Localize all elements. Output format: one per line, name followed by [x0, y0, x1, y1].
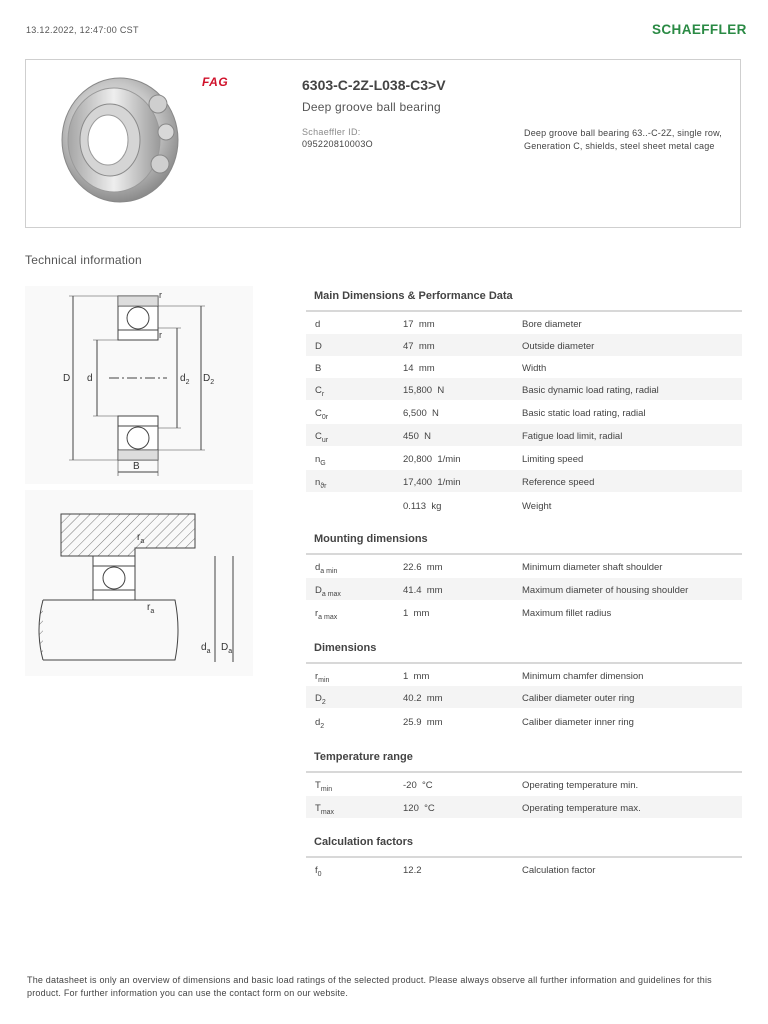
- dim-label-B: B: [133, 461, 140, 472]
- table-row: [306, 664, 742, 686]
- row-description: Maximum diameter of housing shoulder: [522, 585, 689, 596]
- symbol-subscript: min: [318, 677, 330, 684]
- row-value: 22.6 mm: [403, 562, 443, 573]
- mounting-drawing: [25, 490, 253, 676]
- dim-label-D: D: [63, 373, 71, 384]
- symbol-subscript: max: [320, 809, 335, 816]
- symbol-subscript: 0: [317, 871, 322, 878]
- row-description: Weight: [522, 501, 552, 512]
- symbol-subscript: 2: [320, 723, 325, 730]
- row-value: 12.2: [403, 865, 422, 876]
- row-value: 450 N: [403, 431, 431, 442]
- table-row: [306, 601, 742, 623]
- row-value: 25.9 mm: [403, 717, 443, 728]
- row-value: 120 °C: [403, 803, 435, 814]
- row-description: Minimum chamfer dimension: [522, 671, 644, 682]
- dim-label-da: $d_a$: [201, 642, 211, 655]
- row-symbol: [315, 431, 328, 444]
- product-description: Deep groove ball bearing 63..-C-2Z, single row, Generation C, shields, steel sheet metal cage: [524, 128, 722, 151]
- row-value: 17 mm: [403, 319, 435, 330]
- symbol-letter: r: [315, 671, 319, 682]
- row-description: Operating temperature max.: [522, 803, 641, 814]
- symbol-letter: C: [315, 385, 322, 396]
- table-row: [306, 494, 742, 516]
- row-symbol: [315, 585, 341, 598]
- row-symbol: [315, 562, 337, 575]
- product-designation: 6303-C-2Z-L038-C3>V: [302, 77, 446, 93]
- row-description: Bore diameter: [522, 319, 582, 330]
- row-value: -20 °C: [403, 780, 433, 791]
- symbol-subscript: ϑr: [320, 483, 327, 490]
- dim-label-r-top: r: [159, 290, 162, 300]
- schaeffler-logo: SCHAEFFLER: [652, 22, 747, 37]
- row-symbol: [315, 693, 326, 706]
- symbol-letter: d: [315, 562, 321, 573]
- row-symbol: [315, 608, 337, 621]
- row-symbol: [315, 477, 326, 490]
- row-symbol: [315, 385, 324, 398]
- row-description: Fatigue load limit, radial: [522, 431, 623, 442]
- dim-label-ra-bottom: $r_a$: [147, 602, 155, 615]
- dim-label-r-side: r: [159, 330, 162, 340]
- symbol-subscript: 2: [321, 699, 326, 706]
- symbol-letter: d: [315, 319, 321, 330]
- table-row: [306, 447, 742, 469]
- dim-label-d2: $d_2$: [180, 373, 190, 386]
- dim-label-ra-top: $r_a$: [137, 532, 145, 545]
- row-description: Basic dynamic load rating, radial: [522, 385, 659, 396]
- row-description: Limiting speed: [522, 454, 584, 465]
- row-value: 15,800 N: [403, 385, 445, 396]
- row-value: 0.113 kg: [403, 501, 442, 512]
- symbol-subscript: a max: [321, 591, 341, 598]
- symbol-letter: D: [315, 693, 322, 704]
- row-symbol: [315, 803, 334, 816]
- symbol-letter: n: [315, 454, 321, 465]
- symbol-subscript: a max: [318, 614, 338, 621]
- row-value: 40.2 mm: [403, 693, 443, 704]
- row-description: Reference speed: [522, 477, 595, 488]
- table-row: [306, 424, 742, 446]
- section-title: Calculation factors: [314, 836, 414, 848]
- symbol-letter: B: [315, 363, 322, 374]
- row-value: 14 mm: [403, 363, 435, 374]
- table-row: [306, 378, 742, 400]
- row-description: Calculation factor: [522, 865, 596, 876]
- row-description: Caliber diameter inner ring: [522, 717, 634, 728]
- table-row: [306, 312, 742, 334]
- row-description: Operating temperature min.: [522, 780, 639, 791]
- row-description: Caliber diameter outer ring: [522, 693, 635, 704]
- symbol-subscript: 0r: [321, 414, 329, 421]
- row-value: 41.4 mm: [403, 585, 443, 596]
- symbol-letter: D: [315, 585, 322, 596]
- row-value: 6,500 N: [403, 408, 439, 419]
- table-row: [306, 334, 742, 356]
- row-symbol: [315, 319, 320, 332]
- row-description: Outside diameter: [522, 341, 595, 352]
- table-row: [306, 796, 742, 818]
- row-value: 20,800 1/min: [403, 454, 461, 465]
- table-row: [306, 858, 742, 880]
- symbol-letter: D: [315, 341, 322, 352]
- row-description: Maximum fillet radius: [522, 608, 612, 619]
- dim-label-Da: $D_a$: [221, 642, 233, 655]
- table-row: [306, 401, 742, 423]
- row-value: 17,400 1/min: [403, 477, 461, 488]
- table-row: [306, 555, 742, 577]
- symbol-letter: T: [315, 803, 321, 814]
- row-symbol: [315, 408, 328, 421]
- schaeffler-id-label: Schaeffler ID:: [302, 127, 361, 137]
- table-row: [306, 710, 742, 732]
- disclaimer-footer: The datasheet is only an overview of dimensions and basic load ratings of the selected product. Please always observe all further information and guidelines for this product. For further information you can use the contact form on our website.: [27, 975, 712, 998]
- symbol-subscript: ur: [321, 437, 329, 444]
- row-description: Minimum diameter shaft shoulder: [522, 562, 663, 573]
- row-symbol: [315, 780, 332, 793]
- row-value: 1 mm: [403, 608, 430, 619]
- symbol-letter: r: [315, 608, 319, 619]
- symbol-letter: T: [315, 780, 321, 791]
- row-symbol: [315, 363, 321, 376]
- row-description: Basic static load rating, radial: [522, 408, 646, 419]
- bearing-cross-section-drawing: [25, 286, 253, 484]
- symbol-subscript: min: [320, 786, 333, 793]
- bearing-photo: [56, 72, 186, 212]
- symbol-letter: f: [315, 865, 318, 876]
- table-row: [306, 773, 742, 795]
- row-symbol: [315, 454, 326, 467]
- row-symbol: [315, 717, 324, 730]
- symbol-subscript: a min: [320, 568, 338, 575]
- table-row: [306, 356, 742, 378]
- symbol-letter: C: [315, 431, 322, 442]
- schaeffler-id-value: 095220810003O: [302, 139, 373, 149]
- symbol-letter: n: [315, 477, 321, 488]
- symbol-subscript: r: [321, 391, 325, 398]
- section-title: Temperature range: [314, 751, 413, 763]
- symbol-letter: C: [315, 408, 322, 419]
- print-timestamp: 13.12.2022, 12:47:00 CST: [26, 25, 139, 35]
- row-symbol: [315, 671, 329, 684]
- table-row: [306, 470, 742, 492]
- table-row: [306, 578, 742, 600]
- product-type: Deep groove ball bearing: [302, 100, 441, 114]
- row-symbol: [315, 341, 322, 354]
- fag-logo: FAG: [202, 75, 229, 89]
- technical-information-heading: Technical information: [25, 253, 142, 267]
- section-title: Dimensions: [314, 642, 377, 654]
- section-title: Main Dimensions & Performance Data: [314, 290, 513, 302]
- section-title: Mounting dimensions: [314, 533, 428, 545]
- symbol-letter: d: [315, 717, 321, 728]
- table-row: [306, 686, 742, 708]
- dim-label-D2: $D_2$: [203, 373, 215, 386]
- symbol-subscript: G: [320, 460, 326, 467]
- row-symbol: [315, 865, 322, 878]
- row-description: Width: [522, 363, 547, 374]
- row-value: 1 mm: [403, 671, 430, 682]
- row-value: 47 mm: [403, 341, 435, 352]
- dim-label-d: d: [87, 373, 93, 384]
